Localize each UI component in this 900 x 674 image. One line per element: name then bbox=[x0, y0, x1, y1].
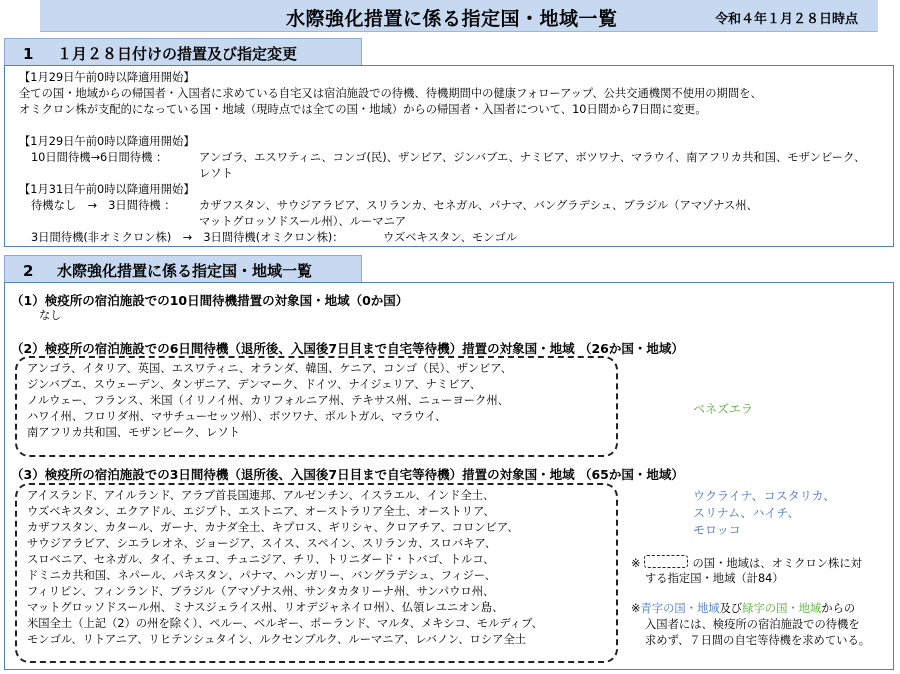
section1-panel bbox=[4, 65, 894, 247]
list-line: フィリピン、フィンランド、ブラジル（アマゾナス州、サンタカタリーナ州、サンパウロ州、 bbox=[27, 585, 495, 598]
list-line: ウズベキスタン、エクアドル、エジプト、エストニア、オーストラリア全土、オーストリア、 bbox=[27, 505, 495, 518]
section2-panel bbox=[4, 282, 894, 670]
block1-heading: 【1月29日午前0時以降適用開始】 bbox=[19, 71, 195, 84]
note-colors-line: 求めず、７日間の自宅等待機を求めている。 bbox=[645, 634, 871, 647]
block2-line: レソト bbox=[199, 167, 233, 180]
list-line: スロベニア、セネガル、タイ、チェコ、チュニジア、チリ、トリニダード・トバゴ、トルコ、 bbox=[27, 553, 495, 566]
block1-line: 全ての国・地域からの帰国者・入国者に求めている自宅又は宿泊施設での待機、待機期間中の健康フォローアップ、公共交通機関不使用の期間を、 bbox=[19, 87, 762, 100]
block3-label2: 3日間待機(非オミクロン株) → 3日間待機(オミクロン株)： bbox=[31, 231, 344, 244]
note-text: の国・地域は、オミクロン株に対 bbox=[692, 557, 862, 570]
list-line: アイスランド、アイルランド、アラブ首長国連邦、アルゼンチン、イスラエル、インド全土、 bbox=[27, 489, 495, 502]
list-line: ノルウェー、フランス、米国（イリノイ州、カリフォルニア州、テキサス州、ニューヨーク州、 bbox=[27, 394, 509, 407]
section1-number: 1 bbox=[23, 45, 34, 63]
subsection3-title: （3）検疫所の宿泊施設での3日間待機（退所後、入国後7日目まで自宅等待機）措置の対象国・地域 （65か国・地域） bbox=[11, 467, 684, 482]
block3-line: カザフスタン、サウジアラビア、スリランカ、セネガル、パナマ、バングラデシュ、ブラジル（アマゾナス州、 bbox=[199, 199, 758, 212]
block3-heading: 【1月31日午前0時以降適用開始】 bbox=[19, 183, 195, 196]
title-bar bbox=[40, 0, 878, 32]
note-mark: ※ bbox=[631, 602, 641, 615]
list-line: スリナム、ハイチ、 bbox=[693, 506, 800, 520]
list-line: マットグロッソドスール州、ミナスジェライス州、リオデジャネイロ州）、仏領レユニオン島、 bbox=[27, 601, 504, 614]
subsection2-title: （2）検疫所の宿泊施設での6日間待機（退所後、入国後7日目まで自宅等待機）措置の対象国・地域 （26か国・地域） bbox=[11, 341, 684, 356]
block1-line: オミクロン株が支配的になっている国・地域（現時点では全ての国・地域）からの帰国者・入国者について、10日間から7日間に変更。 bbox=[19, 103, 707, 116]
list-line: ウクライナ、コスタリカ、 bbox=[693, 489, 836, 503]
list-line: ハワイ州、フロリダ州、マサチューセッツ州）、ボツワナ、ポルトガル、マラウイ、 bbox=[27, 410, 447, 423]
note-mid-text: 及び bbox=[719, 602, 743, 615]
section2-number: 2 bbox=[23, 262, 34, 280]
block2-line: アンゴラ、エスワティニ、コンゴ(民)、ザンビア、ジンバブエ、ナミビア、ボツワナ、マラウイ、南アフリカ共和国、モザンビーク、 bbox=[199, 151, 866, 164]
block2-heading: 【1月29日午前0時以降適用開始】 bbox=[19, 135, 195, 148]
page-title: 水際強化措置に係る指定国・地域一覧 bbox=[286, 8, 618, 30]
list-line: ジンバブエ、スウェーデン、タンザニア、デンマーク、ドイツ、ナイジェリア、ナミビア、 bbox=[27, 378, 482, 391]
section1-title: １月２８日付けの措置及び指定変更 bbox=[57, 45, 298, 63]
subsection3-list bbox=[27, 488, 543, 648]
as-of-date: 令和４年１月２８日時点 bbox=[714, 12, 858, 27]
subsection3-blue-list bbox=[693, 488, 835, 539]
note-colors-line: 入国者には、検疫所の宿泊施設での待機を bbox=[645, 618, 860, 631]
note-rest-text: からの bbox=[821, 602, 856, 615]
note-green-text: 緑字の国・地域 bbox=[742, 602, 822, 615]
section1-header bbox=[4, 38, 362, 66]
subsection1-body: なし bbox=[39, 309, 62, 322]
list-line: モンゴル、リトアニア、リヒテンシュタイン、ルクセンブルク、ルーマニア、レバノン、ロシア全土 bbox=[27, 633, 527, 646]
list-line: 南アフリカ共和国、モザンビーク、レソト bbox=[27, 426, 240, 439]
section2-header bbox=[4, 255, 362, 283]
block3-label: 待機なし → 3日間待機 ： bbox=[31, 199, 176, 212]
note-colors bbox=[631, 601, 855, 617]
subsection1-title: （1）検疫所の宿泊施設での10日間待機措置の対象国・地域（0か国） bbox=[11, 293, 409, 308]
list-line: ドミニカ共和国、ネパール、パキスタン、パナマ、ハンガリー、バングラデシュ、フィジー、 bbox=[27, 569, 496, 582]
note-blue-text: 青字の国・地域 bbox=[640, 602, 720, 615]
subsection2-list bbox=[27, 361, 512, 441]
list-line: アンゴラ、イタリア、英国、エスワティニ、オランダ、韓国、ケニア、コンゴ（民）、ザンビア、 bbox=[27, 362, 512, 375]
note-mark: ※ bbox=[631, 557, 641, 570]
list-line: サウジアラビア、シエラレオネ、ジョージア、スイス、スペイン、スリランカ、スロバキア、 bbox=[27, 537, 497, 550]
list-line: 米国全土（上記（2）の州を除く）、ペルー、ベルギー、ポーランド、マルタ、メキシコ、モルディブ、 bbox=[27, 617, 543, 630]
block2-label: 10日間待機→6日間待機 ： bbox=[31, 151, 168, 164]
note-omicron bbox=[631, 555, 862, 572]
section2-title: 水際強化措置に係る指定国・地域一覧 bbox=[57, 262, 313, 280]
subsection2-green-list: ベネズエラ bbox=[693, 402, 754, 416]
list-line: モロッコ bbox=[693, 523, 741, 537]
list-line: カザフスタン、カタール、ガーナ、カナダ全土、キプロス、ギリシャ、クロアチア、コロンビア、 bbox=[27, 521, 519, 534]
dashed-box-legend-icon bbox=[644, 555, 688, 568]
block3-line: マットグロッソドスール州）、ルーマニア bbox=[199, 215, 407, 228]
note-omicron-line2: する指定国・地域（計84） bbox=[645, 572, 784, 585]
block3-line2: ウズベキスタン、モンゴル bbox=[383, 231, 518, 244]
